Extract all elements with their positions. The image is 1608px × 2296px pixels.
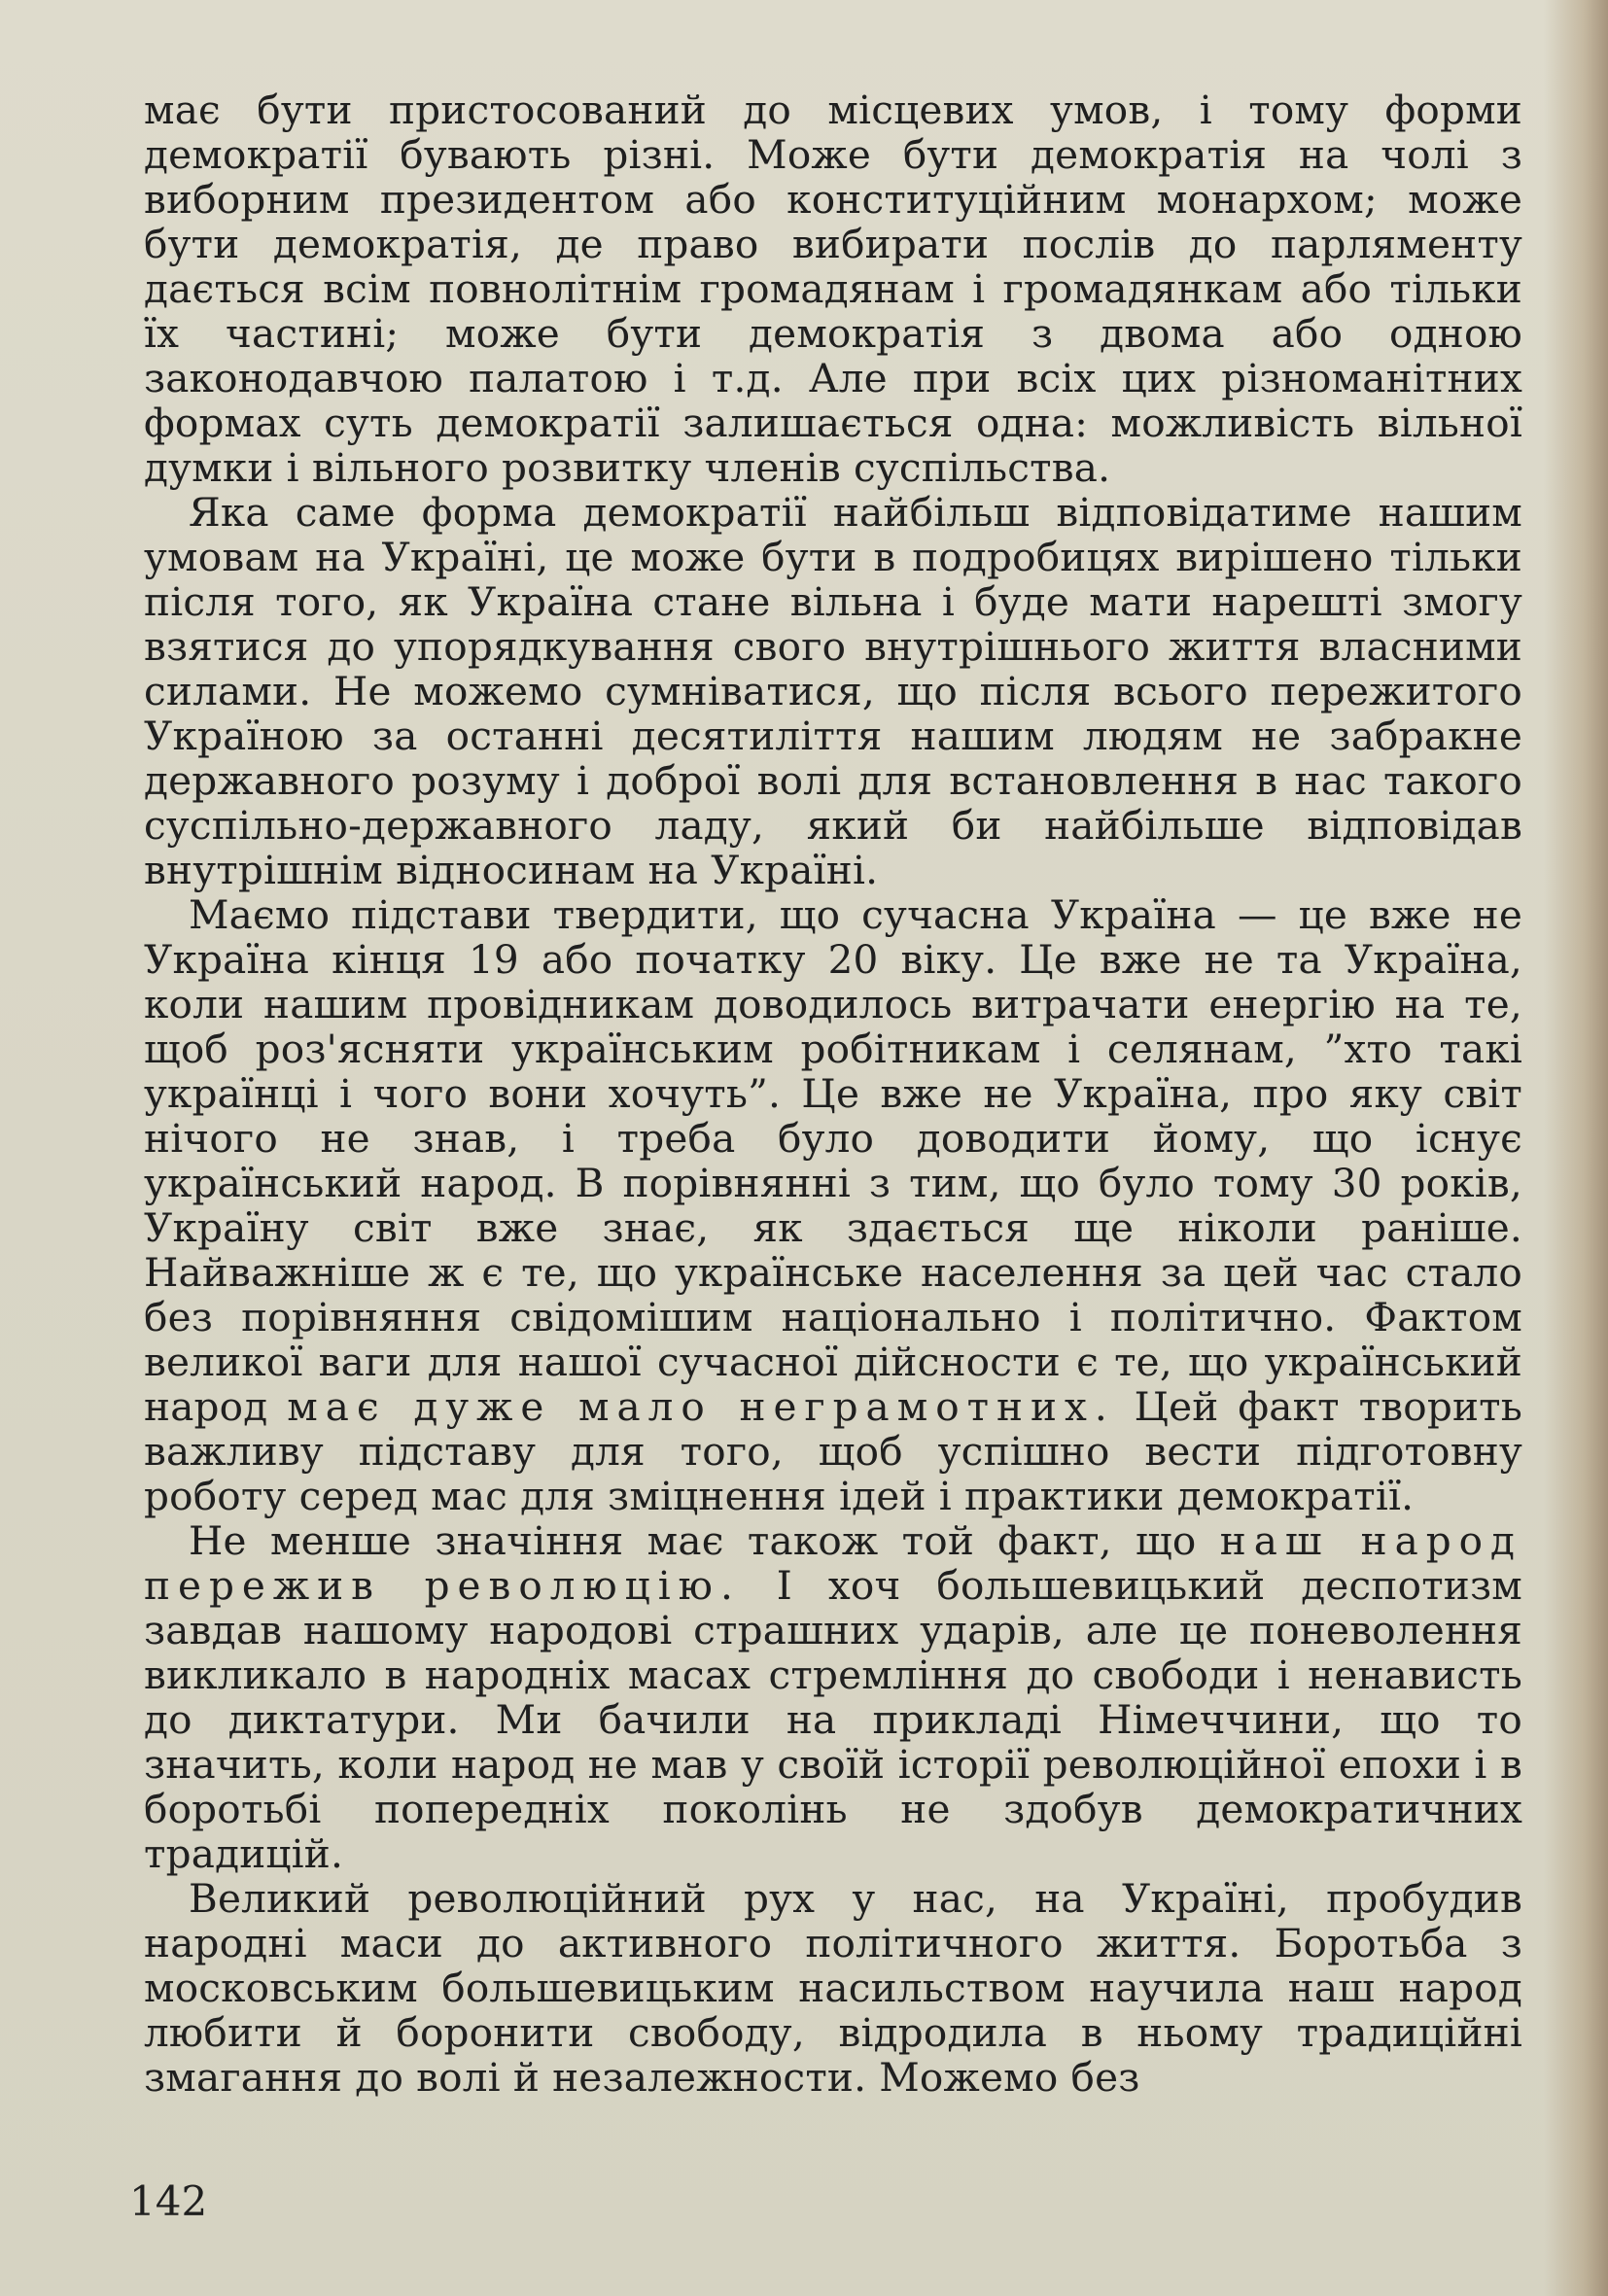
paragraph-3 [144,892,1522,1518]
paragraph-4-spaced-emphasis: наш народ пережив революцію. [144,1517,1522,1609]
paragraph-4-text-after: І хоч большевицький деспотизм завдав нашому народові страшних ударів, але це поневолення викликало в народніх масах стремління до свободи і ненависть до диктатури. Ми бачили на прикладі Німеччини, що то значить, коли народ не мав у своїй історії революційної епохи і в боротьбі попередніх поколінь не здобув демократичних традицій. [144,1562,1522,1877]
paragraph-4 [144,1518,1522,1876]
paragraph-3-text-after: Цей факт творить важливу підставу для того, щоб успішно вести підготовну роботу серед мас для зміцнення ідей і практики демократії. [144,1383,1523,1519]
paragraph-5: Великий революційний рух у нас, на Україні, пробудив народні маси до активного політичного життя. Боротьба з московським большевицьким насильством научила наш народ любити й боронити свободу, відродила в ньому традиційні змагання до волі й незалежности. Можемо без [144,1875,1522,2101]
paragraph-3-spaced-emphasis: має дуже мало неграмотних. [287,1383,1115,1430]
paragraph-3-text-before: Маємо підстави твердити, що сучасна Україна — це вже не Україна кінця 19 або початку 20 віку. Це вже не та Україна, коли нашим провідникам доводилось витрачати енергію на те, щоб роз'ясняти українським робітникам і селянам, ”хто такі українці і чого вони хочуть”. Це вже не Україна, про яку світ нічого не знав, і треба було доводити йому, що існує український народ. В порівнянні з тим, що було тому 30 років, Україну світ вже знає, як здається ще ніколи раніше. Найважніше ж є те, що українське населення за цей час стало без порівняння свідомішим національно і політично. Фактом великої ваги для нашої сучасної дійсности є те, що український народ [144,891,1522,1430]
paragraph-2: Яка саме форма демократії найбільш відповідатиме нашим умовам на Україні, це може бути в подробицях вирішено тільки після того, як Україна стане вільна і буде мати нарешті змогу взятися до упорядкування свого внутрішнього життя власними силами. Не можемо сумніватися, що після всього пережитого Україною за останні десятиліття нашим людям не забракне державного розуму і доброї волі для встановлення в нас такого суспільно-державного ладу, який би найбільше відповідав внутрішнім відносинам на Україні. [144,489,1522,893]
paragraph-4-text-before: Не менше значіння має також той факт, що [189,1517,1197,1564]
body-text [144,87,1522,2100]
page-number: 142 [129,2177,208,2225]
paragraph-1: має бути пристосований до місцевих умов, і тому форми демократії бувають різні. Може бути демократія на чолі з виборним президентом або конституційним монархом; може бути демократія, де право вибирати послів до парляменту дається всім повнолітнім громадянам і громадянкам або тільки їх частині; може бути демократія з двома або одною законодавчою палатою і т.д. Але при всіх цих різноманітних формах суть демократії залишається одна: можливість вільної думки і вільного розвитку членів суспільства. [144,87,1522,491]
